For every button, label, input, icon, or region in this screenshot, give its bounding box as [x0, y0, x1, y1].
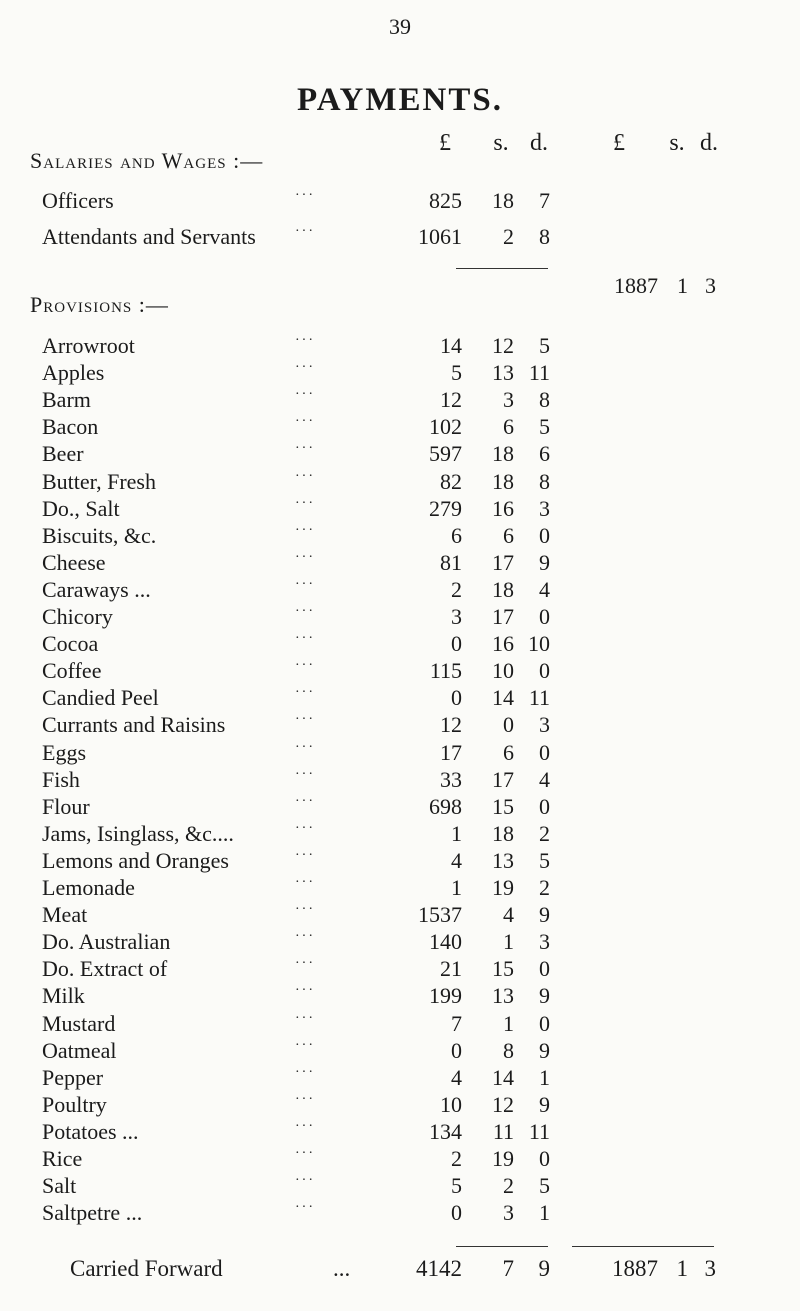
row-shillings: 4 [503, 902, 514, 928]
page-title: PAYMENTS. [297, 82, 503, 118]
row-label: Fish [42, 766, 80, 792]
row-shillings: 12 [492, 333, 514, 358]
row-shillings: 19 [492, 875, 514, 900]
row-label: Caraways ... [42, 576, 151, 602]
col2-pence-header: d. [700, 130, 718, 156]
leader-dots: ··· [295, 902, 315, 918]
leader-dots: ··· [295, 495, 315, 511]
row-pounds: 14 [440, 333, 462, 358]
row-pounds: 2 [451, 1146, 462, 1171]
row-label: Milk [42, 983, 85, 1009]
row-label: Lemons and Oranges [42, 847, 229, 873]
row-pounds: 33 [440, 766, 462, 792]
row-pounds: 4 [451, 1064, 462, 1090]
col1-pence-header: d. [530, 130, 548, 156]
row-shillings: 6 [503, 414, 514, 440]
row-pence: 8 [539, 224, 550, 249]
row-label: Potatoes ... [42, 1118, 139, 1144]
leader-dots: ··· [295, 1037, 315, 1053]
row-shillings: 13 [492, 360, 514, 386]
leader-dots: ··· [295, 576, 315, 592]
carried-forward-label: Carried Forward [70, 1256, 223, 1281]
row-label: Flour [42, 793, 90, 819]
row-shillings: 6 [503, 522, 514, 548]
row-shillings: 14 [492, 685, 514, 711]
row-shillings: 16 [492, 631, 514, 657]
leader-dots: ··· [295, 1010, 315, 1026]
row-pence: 0 [539, 739, 550, 765]
row-label: Poultry [42, 1091, 107, 1117]
row-shillings: 13 [492, 847, 514, 873]
carried-forward-pence: 9 [538, 1256, 550, 1281]
row-label: Meat [42, 902, 88, 928]
grand-total-rule [572, 1246, 714, 1247]
leader-dots: ··· [295, 766, 315, 782]
row-pounds: 10 [440, 1091, 462, 1117]
leader-dots: ··· [295, 387, 315, 403]
col2-shillings-header: s. [669, 130, 685, 156]
row-pounds: 2 [451, 576, 462, 602]
carried-forward-total-pence: 3 [704, 1256, 716, 1281]
row-shillings: 19 [492, 1146, 514, 1171]
row-shillings: 17 [492, 604, 514, 629]
table-row [0, 1200, 800, 1234]
leader-dots: ··· [295, 739, 315, 755]
row-pence: 11 [528, 360, 550, 386]
row-label: Jams, Isinglass, &c.... [42, 820, 234, 846]
row-shillings: 18 [492, 468, 514, 494]
row-pounds: 134 [429, 1118, 462, 1144]
leader-dots: ··· [295, 1200, 315, 1216]
provisions-heading: Provisions :— [30, 292, 169, 317]
leader-dots: ··· [295, 875, 315, 890]
row-pence: 9 [539, 1091, 550, 1117]
row-label: Pepper [42, 1064, 104, 1090]
leader-dots: ··· [295, 224, 315, 239]
leader-dots: ··· [295, 956, 315, 972]
row-shillings: 1 [503, 929, 514, 955]
leader-dots: ··· [295, 685, 315, 701]
row-shillings: 2 [503, 224, 514, 249]
row-pounds: 1061 [418, 224, 462, 249]
leader-dots: ··· [295, 414, 315, 430]
row-pence: 2 [539, 820, 550, 846]
leader-dots: ··· [295, 1118, 315, 1134]
row-pence: 0 [539, 604, 550, 629]
row-label: Bacon [42, 414, 99, 440]
row-label: Attendants and Servants [42, 224, 256, 249]
row-shillings: 3 [503, 387, 514, 413]
row-pence: 3 [539, 495, 550, 521]
row-pounds: 1537 [418, 902, 462, 928]
row-pounds: 81 [440, 549, 462, 575]
row-shillings: 2 [503, 1173, 514, 1199]
col2-pounds-header: £ [613, 130, 625, 156]
table-row [0, 224, 800, 258]
row-pence: 8 [539, 387, 550, 413]
leader-dots: ··· [295, 793, 315, 809]
row-pounds: 279 [429, 495, 462, 521]
row-pence: 6 [539, 441, 550, 467]
row-pence: 5 [539, 1173, 550, 1199]
row-label: Lemonade [42, 875, 135, 900]
leader-dots: ··· [295, 1146, 315, 1161]
row-pounds: 3 [451, 604, 462, 629]
leader-dots: ··· [295, 549, 315, 565]
row-pence: 10 [528, 631, 550, 657]
salaries-total-pence: 3 [705, 273, 716, 298]
leader-dots: ··· [295, 983, 315, 999]
leader-dots: ··· [295, 333, 315, 348]
row-pence: 0 [539, 1146, 550, 1171]
row-pounds: 0 [451, 631, 462, 657]
row-pounds: 5 [451, 1173, 462, 1199]
row-label: Officers [42, 188, 114, 213]
row-pounds: 12 [440, 712, 462, 738]
row-label: Do., Salt [42, 495, 120, 521]
row-label: Butter, Fresh [42, 468, 156, 494]
row-pence: 5 [539, 333, 550, 358]
row-label: Rice [42, 1146, 83, 1171]
row-shillings: 18 [492, 188, 514, 213]
row-pounds: 698 [429, 793, 462, 819]
row-pence: 1 [539, 1200, 550, 1226]
row-pounds: 7 [451, 1010, 462, 1036]
leader-dots: ··· [295, 522, 315, 538]
row-pence: 1 [539, 1064, 550, 1090]
page-number: 39 [389, 14, 411, 39]
row-pence: 0 [539, 658, 550, 684]
row-shillings: 12 [492, 1091, 514, 1117]
row-pounds: 597 [429, 441, 462, 467]
row-pence: 5 [539, 414, 550, 440]
row-label: Coffee [42, 658, 102, 684]
row-shillings: 1 [503, 1010, 514, 1036]
row-pounds: 17 [440, 739, 462, 765]
leader-dots: ··· [295, 847, 315, 863]
row-pence: 0 [539, 956, 550, 982]
carried-forward-shillings: 7 [502, 1256, 514, 1281]
row-pounds: 5 [451, 360, 462, 386]
row-pence: 4 [539, 766, 550, 792]
table-row [0, 188, 800, 222]
row-shillings: 3 [503, 1200, 514, 1226]
row-shillings: 17 [492, 549, 514, 575]
row-pounds: 82 [440, 468, 462, 494]
row-pounds: 825 [429, 188, 462, 213]
row-label: Arrowroot [42, 333, 135, 358]
row-pence: 9 [539, 983, 550, 1009]
row-pence: 7 [539, 188, 550, 213]
row-shillings: 17 [492, 766, 514, 792]
row-pounds: 199 [429, 983, 462, 1009]
row-label: Oatmeal [42, 1037, 117, 1063]
row-label: Cocoa [42, 631, 99, 657]
row-pence: 9 [539, 1037, 550, 1063]
leader-dots: ··· [295, 1173, 315, 1189]
row-shillings: 6 [503, 739, 514, 765]
row-label: Barm [42, 387, 91, 413]
salaries-subtotal-rule [456, 268, 548, 269]
carried-forward-total-shillings: 1 [676, 1256, 688, 1281]
row-shillings: 10 [492, 658, 514, 684]
row-pence: 0 [539, 793, 550, 819]
row-shillings: 15 [492, 793, 514, 819]
row-pounds: 0 [451, 685, 462, 711]
row-label: Do. Australian [42, 929, 171, 955]
row-pence: 0 [539, 1010, 550, 1036]
row-label: Currants and Raisins [42, 712, 226, 738]
row-pounds: 0 [451, 1037, 462, 1063]
row-pounds: 140 [429, 929, 462, 955]
row-pounds: 21 [440, 956, 462, 982]
row-shillings: 15 [492, 956, 514, 982]
row-pence: 9 [539, 902, 550, 928]
leader-dots: ··· [295, 631, 315, 647]
row-label: Eggs [42, 739, 86, 765]
row-pence: 0 [539, 522, 550, 548]
row-shillings: 18 [492, 576, 514, 602]
row-pounds: 1 [451, 820, 462, 846]
salaries-total-pounds: 1887 [614, 273, 658, 298]
leader-dots: ··· [295, 441, 315, 457]
row-label: Beer [42, 441, 84, 467]
leader-dots: ··· [295, 188, 315, 203]
row-label: Saltpetre ... [42, 1200, 143, 1226]
leader-dots: ··· [295, 1064, 315, 1080]
row-shillings: 13 [492, 983, 514, 1009]
col1-shillings-header: s. [493, 130, 509, 156]
leader-dots: ··· [295, 820, 315, 836]
row-label: Salt [42, 1173, 77, 1199]
leader-dots: ··· [295, 360, 315, 376]
row-label: Candied Peel [42, 685, 159, 711]
row-shillings: 16 [492, 495, 514, 521]
leader-dots: ··· [295, 658, 315, 674]
salaries-total-shillings: 1 [677, 273, 688, 298]
row-label: Biscuits, &c. [42, 522, 157, 548]
leader-dots: ··· [295, 712, 315, 728]
row-pounds: 102 [429, 414, 462, 440]
row-shillings: 14 [492, 1064, 514, 1090]
row-label: Apples [42, 360, 105, 386]
col1-pounds-header: £ [439, 130, 451, 156]
row-shillings: 18 [492, 441, 514, 467]
row-shillings: 0 [503, 712, 514, 738]
row-pounds: 6 [451, 522, 462, 548]
salaries-heading: Salaries and Wages :— [30, 148, 264, 173]
row-label: Chicory [42, 604, 113, 629]
row-pence: 4 [539, 576, 550, 602]
carried-forward-pounds: 4142 [416, 1256, 462, 1281]
row-pence: 11 [528, 1118, 550, 1144]
row-pence: 3 [539, 929, 550, 955]
row-pence: 5 [539, 847, 550, 873]
row-label: Cheese [42, 549, 106, 575]
row-pence: 11 [528, 685, 550, 711]
row-shillings: 18 [492, 820, 514, 846]
row-label: Do. Extract of [42, 956, 168, 982]
leader-dots: ··· [295, 604, 315, 619]
carried-forward-total-pounds: 1887 [612, 1256, 658, 1281]
carried-forward-dots: ... [333, 1256, 351, 1281]
row-pounds: 12 [440, 387, 462, 413]
row-pence: 8 [539, 468, 550, 494]
row-pounds: 0 [451, 1200, 462, 1226]
row-shillings: 11 [492, 1118, 514, 1144]
row-pounds: 4 [451, 847, 462, 873]
provisions-total-rule [456, 1246, 548, 1247]
row-pence: 2 [539, 875, 550, 900]
row-shillings: 8 [503, 1037, 514, 1063]
row-pence: 3 [539, 712, 550, 738]
leader-dots: ··· [295, 929, 315, 945]
leader-dots: ··· [295, 1091, 315, 1107]
row-label: Mustard [42, 1010, 116, 1036]
row-pounds: 115 [429, 658, 462, 684]
row-pence: 9 [539, 549, 550, 575]
row-pounds: 1 [451, 875, 462, 900]
leader-dots: ··· [295, 468, 315, 484]
